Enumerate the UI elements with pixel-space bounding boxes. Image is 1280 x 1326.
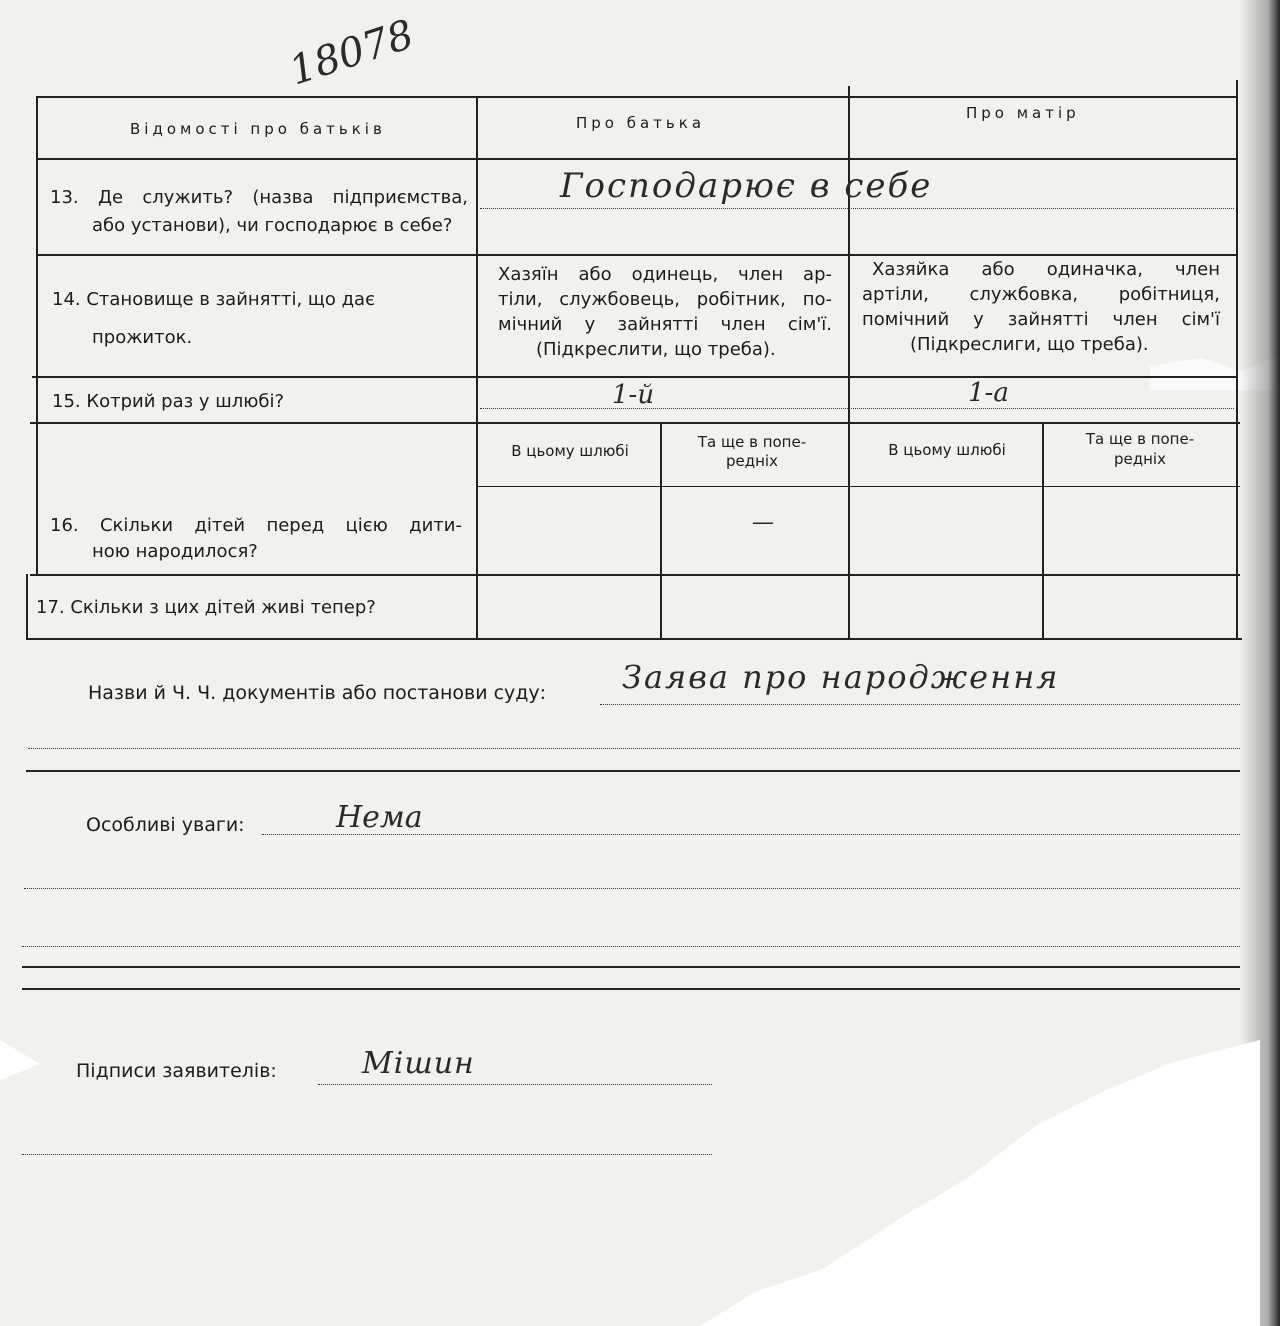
paper-tear-bottom [700, 1040, 1260, 1326]
header-mother: Про матір [966, 104, 1080, 122]
remarks-value-handwritten: Нема [336, 800, 423, 835]
a15-father-handwritten: 1-й [612, 380, 655, 410]
sub-previous-father-line1: Та ще в попе- [697, 433, 807, 451]
sub-this-marriage-father: В цьому шлюбі [511, 442, 629, 460]
a13-father-handwritten: Господарює в себе [560, 166, 933, 206]
q14-line1: 14. Становище в зайнятті, що дає [52, 289, 375, 310]
q16-line2: ною народилося? [92, 541, 258, 562]
q17: 17. Скільки з цих дітей живі тепер? [36, 597, 376, 618]
sub-previous-mother-line1: Та ще в попе- [1085, 430, 1195, 448]
signature-handwritten: Мішин [362, 1046, 475, 1081]
header-parents-info: Відомості про батьків [130, 120, 386, 138]
q14-line2: прожиток. [92, 327, 193, 348]
signatures-label: Підписи заявителів: [76, 1060, 277, 1082]
documents-value-handwritten: Заява про народження [622, 658, 1060, 696]
archive-stamp-number: 18078 [284, 11, 420, 95]
q13-line1: 13. Де служить? (назва підприємства, [50, 187, 468, 208]
q16-line1: 16. Скільки дітей перед цією дити- [50, 515, 462, 536]
sub-previous-father-line2: редніх [726, 452, 778, 470]
sub-this-marriage-mother: В цьому шлюбі [888, 441, 1006, 459]
documents-label: Назви й Ч. Ч. документів або постанови суду: [88, 682, 547, 704]
sub-previous-mother-line2: редніх [1114, 450, 1166, 468]
q13-line2: або установи), чи господарює в себе? [92, 215, 453, 236]
remarks-label: Особливі уваги: [86, 814, 245, 836]
a16-dash: — [752, 510, 774, 535]
a15-mother-handwritten: 1-а [968, 378, 1009, 408]
q15: 15. Котрий раз у шлюбі? [52, 391, 285, 412]
paper-tear-left [0, 1040, 40, 1080]
header-father: Про батька [576, 114, 706, 132]
